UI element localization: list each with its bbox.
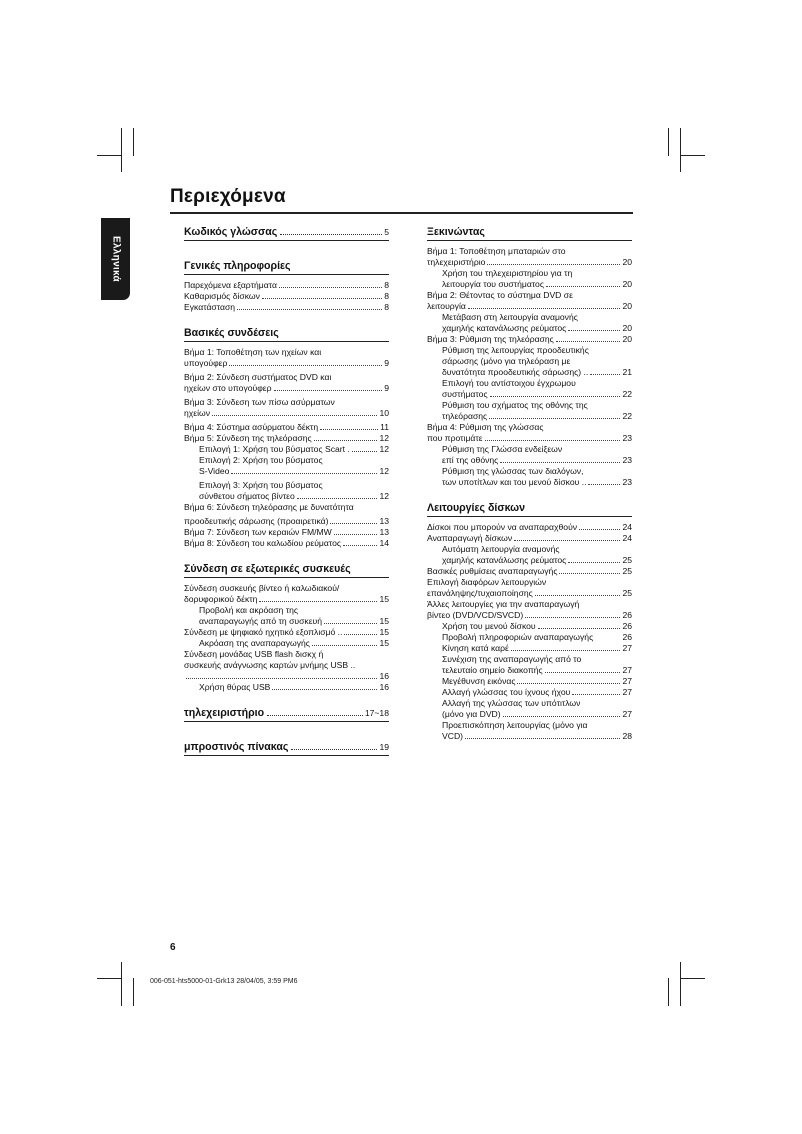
toc-entry-line: Σύνδεση συσκευής βίντεο ή καλωδιακού/	[184, 583, 340, 593]
toc-entry-line: Επιλογή διαφόρων λειτουργιών	[427, 577, 547, 587]
toc-entry-line: Άλλες λειτουργίες για την αναπαραγωγή	[427, 599, 580, 609]
toc-entry[interactable]: Βήμα 3: Ρύθμιση της τηλεόρασης 20	[427, 334, 632, 344]
toc-section-header: Γενικές πληροφορίες	[184, 260, 389, 275]
toc-entry[interactable]: ηχείων στο υπογούφερ 9	[184, 383, 389, 393]
toc-section-header[interactable]: Κωδικός γλώσσας 5	[184, 226, 389, 241]
toc-entry[interactable]: των υποτίτλων και του μενού δίσκου .. 23	[442, 477, 632, 487]
toc-entry[interactable]: χαμηλής κατανάλωσης ρεύματος 25	[442, 555, 632, 565]
crop-mark	[121, 128, 122, 172]
crop-mark	[680, 128, 681, 172]
toc-entry[interactable]: Προβολή πληροφοριών αναπαραγωγής 26	[442, 632, 632, 642]
toc-entry[interactable]: Κίνηση κατά καρέ 27	[442, 643, 632, 653]
crop-mark	[133, 978, 134, 1006]
toc-entry-line: Συνέχιση της αναπαραγωγής από το	[442, 654, 582, 664]
toc-entry[interactable]: λειτουργία 20	[427, 301, 632, 311]
toc-entry[interactable]: δορυφορικού δέκτη 15	[184, 594, 389, 604]
toc-right-column	[427, 226, 632, 742]
toc-entry-line: Ρύθμιση της γλώσσας των διαλόγων,	[442, 466, 584, 476]
toc-entry[interactable]: Επιλογή 1: Χρήση του βύσματος Scart . 12	[199, 444, 389, 454]
toc-entry[interactable]: VCD) 28	[442, 731, 632, 741]
toc-entry[interactable]: τηλεόρασης 22	[442, 411, 632, 421]
toc-entry-line: Ρύθμιση της Γλώσσα ενδείξεων	[442, 444, 563, 454]
toc-entry-line: Επιλογή 3: Χρήση του βύσματος	[199, 480, 323, 490]
toc-entry[interactable]: Καθαρισμός δίσκων 8	[184, 291, 389, 301]
toc-entry[interactable]: που προτιμάτε 23	[427, 433, 632, 443]
toc-entry-line: Βήμα 4: Ρύθμιση της γλώσσας	[427, 422, 544, 432]
toc-entry[interactable]: τελευταίο σημείο διακοπής 27	[442, 665, 632, 675]
toc-entry[interactable]: συστήματος 22	[442, 389, 632, 399]
crop-mark	[133, 128, 134, 156]
crop-mark	[97, 155, 121, 156]
toc-entry[interactable]: τηλεχειριστήριο 20	[427, 257, 632, 267]
toc-entry-line: Προεπισκόπηση λειτουργίας (μόνο για	[442, 720, 588, 730]
toc-entry-line: Βήμα 6: Σύνδεση τηλεόρασης με δυνατότητα	[184, 502, 354, 512]
toc-entry[interactable]: (μόνο για DVD) 27	[442, 709, 632, 719]
toc-section-header: Σύνδεση σε εξωτερικές συσκευές	[184, 563, 389, 578]
toc-entry[interactable]: επί της οθόνης 23	[442, 455, 632, 465]
title-rule	[170, 212, 633, 214]
toc-entry[interactable]: Βήμα 4: Σύστημα ασύρματου δέκτη 11	[184, 422, 389, 432]
toc-entry-line: Αυτόματη λειτουργία αναμονής	[442, 544, 560, 554]
toc-entry-line: Βήμα 1: Τοποθέτηση των ηχείων και	[184, 347, 322, 357]
toc-entry[interactable]: χαμηλής κατανάλωσης ρεύματος 20	[442, 323, 632, 333]
toc-entry[interactable]: επανάληψης/τυχαιοποίησης 25	[427, 588, 632, 598]
toc-entry-line: Επιλογή του αντίστοιχου έγχρωμου	[442, 378, 576, 388]
toc-entry[interactable]: δυνατότητα προοδευτικής σάρωσης) .. 21	[442, 367, 632, 377]
toc-entry[interactable]: Βασικές ρυθμίσεις αναπαραγωγής 25	[427, 566, 632, 576]
toc-entry[interactable]: ηχείων 10	[184, 408, 389, 418]
toc-entry-line: σάρωσης (μόνο για τηλεόραση με	[442, 356, 571, 366]
toc-entry-line: Βήμα 2: Θέτοντας το σύστημα DVD σε	[427, 290, 573, 300]
page-title: Περιεχόμενα	[170, 186, 286, 207]
toc-entry-line: Σύνδεση μονάδας USB flash δισκχ ή	[184, 649, 324, 659]
toc-left-column	[184, 226, 389, 761]
toc-entry-line: Επιλογή 2: Χρήση του βύσματος	[199, 455, 323, 465]
toc-entry[interactable]: Μεγέθυνση εικόνας 27	[442, 676, 632, 686]
toc-entry-line: Βήμα 3: Σύνδεση των πίσω ασύρματων	[184, 397, 335, 407]
page-number: 6	[170, 942, 176, 953]
toc-entry[interactable]: Αλλαγή γλώσσας του ίχνους ήχου 27	[442, 687, 632, 697]
toc-entry[interactable]: Βήμα 8: Σύνδεση του καλωδίου ρεύματος 14	[184, 538, 389, 548]
toc-entry[interactable]: Χρήση θύρας USB 16	[199, 682, 389, 692]
toc-entry[interactable]: Εγκατάσταση 8	[184, 302, 389, 312]
toc-section-header: Βασικές συνδέσεις	[184, 327, 389, 342]
toc-entry[interactable]: Χρήση του μενού δίσκου 26	[442, 621, 632, 631]
toc-entry[interactable]: προοδευτικής σάρωσης (προαιρετικά) 13	[184, 516, 389, 526]
toc-entry[interactable]: βίντεο (DVD/VCD/SVCD) 26	[427, 610, 632, 620]
toc-entry-line: συσκευής ανάγνωσης καρτών μνήμης USB ..	[184, 660, 356, 670]
toc-entry[interactable]: Βήμα 5: Σύνδεση της τηλεόρασης 12	[184, 433, 389, 443]
toc-entry-line: Βήμα 1: Τοποθέτηση μπαταριών στο	[427, 246, 566, 256]
toc-entry[interactable]: 16	[184, 671, 389, 682]
toc-entry[interactable]: Παρεχόμενα εξαρτήματα 8	[184, 280, 389, 290]
print-footer: 006-051-hts5000-01-Grk13 28/04/05, 3:59 PM6	[150, 978, 298, 985]
crop-mark	[681, 978, 705, 979]
crop-mark	[97, 978, 121, 979]
toc-entry-line: Προβολή και ακρόαση της	[199, 605, 299, 615]
crop-mark	[668, 128, 669, 156]
toc-entry-line: Χρήση του τηλεχειριστηρίου για τη	[442, 268, 573, 278]
toc-entry[interactable]: Αναπαραγωγή δίσκων 24	[427, 533, 632, 543]
toc-entry[interactable]: S-Video 12	[199, 466, 389, 476]
toc-entry[interactable]: υπογούφερ 9	[184, 358, 389, 368]
crop-mark	[121, 962, 122, 1006]
language-tab	[101, 218, 130, 300]
toc-entry-line: Βήμα 2: Σύνδεση συστήματος DVD και	[184, 372, 332, 382]
crop-mark	[681, 155, 705, 156]
toc-entry-line: Ρύθμιση της λειτουργίας προοδευτικής	[442, 345, 589, 355]
toc-entry-line: Ρύθμιση του σχήματος της οθόνης της	[442, 400, 588, 410]
toc-entry[interactable]: σύνθετου σήματος βίντεο 12	[199, 491, 389, 501]
toc-section-header[interactable]: τηλεχειριστήριο 17~18	[184, 707, 389, 722]
toc-entry[interactable]: Δίσκοι που μπορούν να αναπαραχθούν 24	[427, 522, 632, 532]
toc-section-header: Ξεκινώντας	[427, 226, 632, 241]
language-tab-label: Ελληνικά	[110, 235, 121, 283]
toc-entry[interactable]: αναπαραγωγής από τη συσκευή 15	[199, 616, 389, 626]
toc-entry[interactable]: Ακρόαση της αναπαραγωγής 15	[199, 638, 389, 648]
toc-entry-line: Μετάβαση στη λειτουργία αναμονής	[442, 312, 578, 322]
toc-section-header: Λειτουργίες δίσκων	[427, 502, 632, 517]
toc-entry[interactable]: Σύνδεση με ψηφιακό ηχητικό εξοπλισμό .. 15	[184, 627, 389, 637]
toc-entry[interactable]: λειτουργία του συστήματος 20	[442, 279, 632, 289]
crop-mark	[668, 978, 669, 1006]
crop-mark	[680, 962, 681, 1006]
toc-entry[interactable]: Βήμα 7: Σύνδεση των κεραιών FM/MW 13	[184, 527, 389, 537]
toc-section-header[interactable]: μπροστινός πίνακας 19	[184, 741, 389, 756]
toc-entry-line: Αλλαγή της γλώσσας των υπότιτλων	[442, 698, 581, 708]
